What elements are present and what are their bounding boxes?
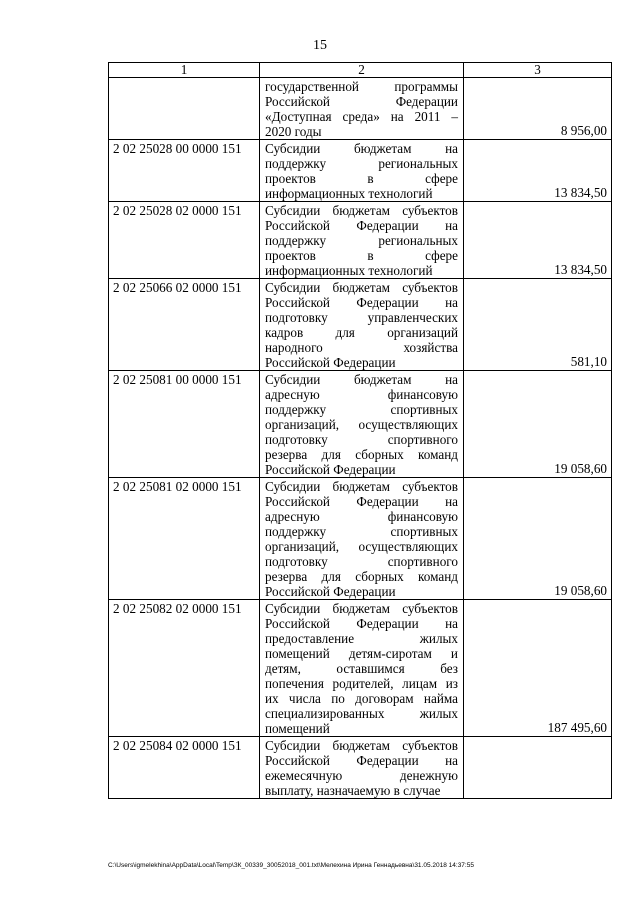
- row-name-line: помещений: [265, 721, 330, 736]
- row-amount: 13 834,50: [464, 202, 612, 279]
- row-name-line: Субсидии бюджетам на: [265, 141, 458, 156]
- row-name-line: Субсидии бюджетам на: [265, 372, 458, 387]
- row-code: 2 02 25028 00 0000 151: [109, 140, 260, 202]
- row-name-line: проектов в сфере: [265, 248, 458, 263]
- row-name-line: попечения родителей, лицам из: [265, 676, 458, 691]
- row-amount: 187 495,60: [464, 600, 612, 737]
- row-name-line: информационных технологий: [265, 186, 433, 201]
- row-name-line: организаций, осуществляющих: [265, 417, 458, 432]
- table-row: [109, 737, 612, 799]
- row-name: [260, 478, 464, 600]
- row-name: [260, 78, 464, 140]
- column-header-code: 1: [109, 63, 260, 78]
- row-name: [260, 279, 464, 371]
- row-name-line: Субсидии бюджетам субъектов: [265, 479, 458, 494]
- row-name-line: Российской Федерации на: [265, 218, 458, 233]
- row-name-line: народного хозяйства: [265, 340, 458, 355]
- row-name-line: адресную финансовую: [265, 387, 458, 402]
- row-name-line: поддержку региональных: [265, 156, 458, 171]
- row-name-line: резерва для сборных команд: [265, 447, 458, 462]
- row-name-line: Субсидии бюджетам субъектов: [265, 280, 458, 295]
- row-code: 2 02 25028 02 0000 151: [109, 202, 260, 279]
- row-name-line: Российской Федерации: [265, 462, 396, 477]
- row-name-line: детям, оставшимся без: [265, 661, 458, 676]
- footer-file-path: C:\Users\igmelekhina\AppData\Local\Temp\ЗК_00339_30052018_001.txt\Мелехина Ирина Геннадьевна\31.05.2018 14:37:55: [108, 862, 474, 869]
- row-name-line: организаций, осуществляющих: [265, 539, 458, 554]
- table-body: [109, 78, 612, 799]
- row-name-line: поддержку спортивных: [265, 524, 458, 539]
- row-code: 2 02 25082 02 0000 151: [109, 600, 260, 737]
- row-name-line: Субсидии бюджетам субъектов: [265, 203, 458, 218]
- row-name-line: Российской Федерации: [265, 94, 458, 109]
- column-header-name: 2: [260, 63, 464, 78]
- row-name: [260, 140, 464, 202]
- row-name-line: помещений детям-сиротам и: [265, 646, 458, 661]
- row-amount: 19 058,60: [464, 371, 612, 478]
- row-code: 2 02 25081 02 0000 151: [109, 478, 260, 600]
- row-code: 2 02 25066 02 0000 151: [109, 279, 260, 371]
- row-name: [260, 371, 464, 478]
- row-name-line: 2020 годы: [265, 124, 322, 139]
- row-name-line: подготовку управленческих: [265, 310, 458, 325]
- row-name-line: Субсидии бюджетам субъектов: [265, 738, 458, 753]
- row-name-line: Российской Федерации на: [265, 616, 458, 631]
- row-name-line: адресную финансовую: [265, 509, 458, 524]
- row-amount: [464, 737, 612, 799]
- row-name-line: специализированных жилых: [265, 706, 458, 721]
- table-row: [109, 371, 612, 478]
- row-name-line: предоставление жилых: [265, 631, 458, 646]
- budget-table: [108, 62, 612, 799]
- table-row: [109, 202, 612, 279]
- row-name-line: подготовку спортивного: [265, 554, 458, 569]
- row-name-line: выплату, назначаемую в случае: [265, 783, 441, 798]
- row-name-line: Российской Федерации: [265, 355, 396, 370]
- table-row: [109, 600, 612, 737]
- row-amount: 19 058,60: [464, 478, 612, 600]
- table-row: [109, 140, 612, 202]
- row-name-line: ежемесячную денежную: [265, 768, 458, 783]
- table-row: [109, 478, 612, 600]
- row-name-line: подготовку спортивного: [265, 432, 458, 447]
- row-name-line: Российской Федерации на: [265, 494, 458, 509]
- row-amount: 581,10: [464, 279, 612, 371]
- row-amount: 8 956,00: [464, 78, 612, 140]
- row-name-line: Российской Федерации на: [265, 753, 458, 768]
- row-code: [109, 78, 260, 140]
- table-row: [109, 78, 612, 140]
- row-name-line: Российской Федерации на: [265, 295, 458, 310]
- page-number: 15: [313, 38, 327, 53]
- row-code: 2 02 25081 00 0000 151: [109, 371, 260, 478]
- row-name: [260, 737, 464, 799]
- row-name: [260, 600, 464, 737]
- row-name-line: Российской Федерации: [265, 584, 396, 599]
- table-row: [109, 279, 612, 371]
- row-name-line: проектов в сфере: [265, 171, 458, 186]
- row-name-line: информационных технологий: [265, 263, 433, 278]
- row-name-line: государственной программы: [265, 79, 458, 94]
- row-name-line: поддержку спортивных: [265, 402, 458, 417]
- row-name-line: «Доступная среда» на 2011 –: [265, 109, 458, 124]
- row-name-line: резерва для сборных команд: [265, 569, 458, 584]
- row-name-line: поддержку региональных: [265, 233, 458, 248]
- column-header-amount: 3: [464, 63, 612, 78]
- row-name: [260, 202, 464, 279]
- row-code: 2 02 25084 02 0000 151: [109, 737, 260, 799]
- row-name-line: их числа по договорам найма: [265, 691, 458, 706]
- row-name-line: кадров для организаций: [265, 325, 458, 340]
- table-header-row: [109, 63, 612, 78]
- row-name-line: Субсидии бюджетам субъектов: [265, 601, 458, 616]
- row-amount: 13 834,50: [464, 140, 612, 202]
